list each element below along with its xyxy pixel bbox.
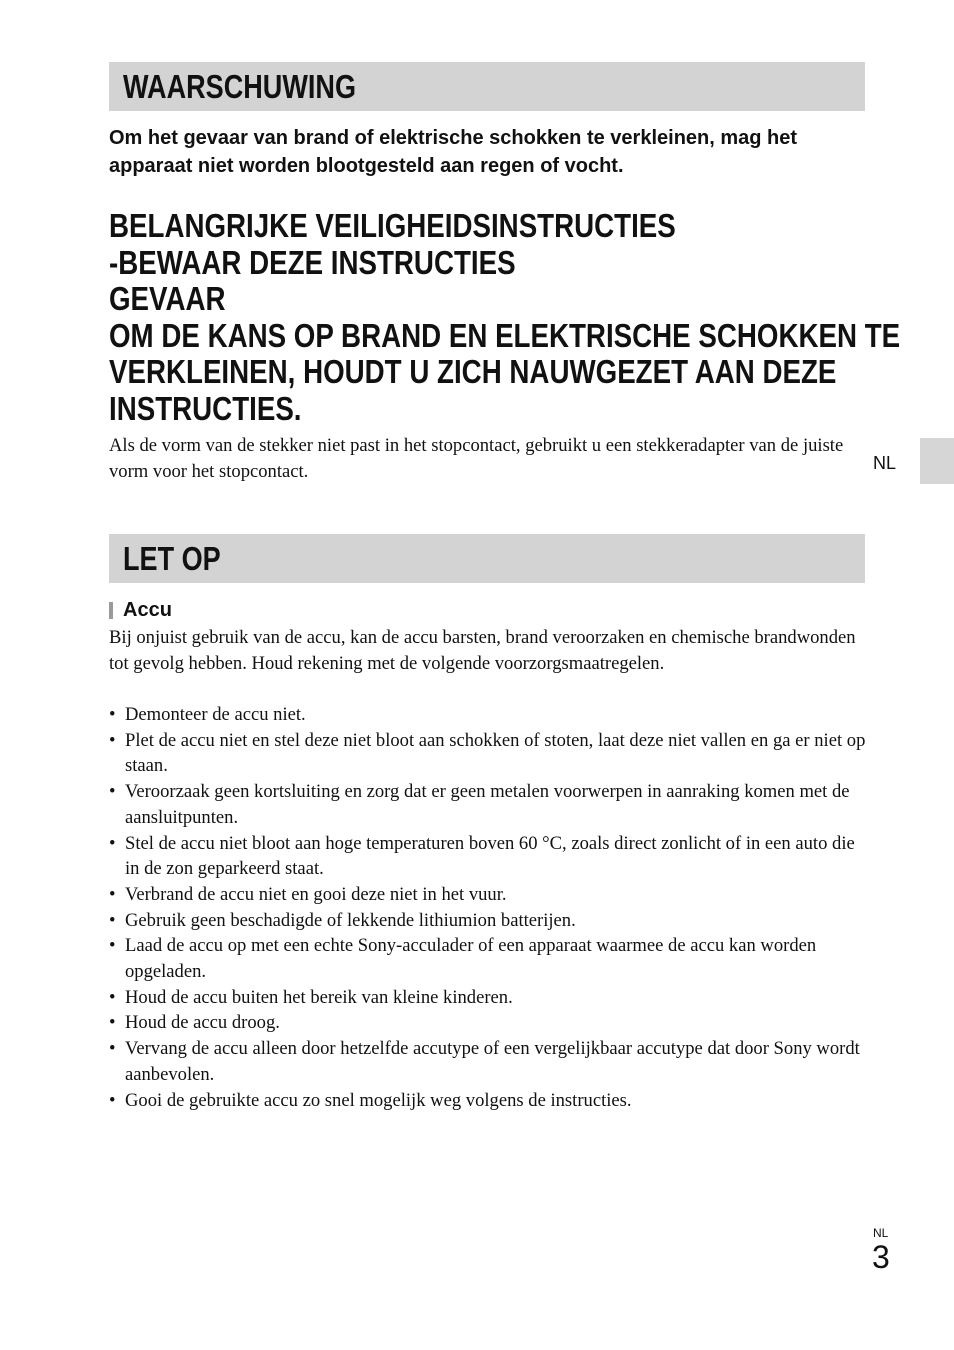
bullet-icon: •: [109, 832, 116, 854]
list-item-text: Demonteer de accu niet.: [125, 704, 306, 725]
bullet-icon: •: [109, 986, 116, 1008]
list-item-text: Vervang de accu alleen door hetzelfde accutype of een vergelijkbaar accutype dat door Sony wordt aanbevolen.: [125, 1038, 860, 1085]
safety-heading-line: BELANGRIJKE VEILIGHEIDSINSTRUCTIES: [109, 207, 676, 244]
bullet-icon: •: [109, 935, 116, 957]
bullet-icon: •: [109, 909, 116, 931]
side-language-label: NL: [873, 453, 897, 473]
page-number: 3: [872, 1239, 890, 1275]
list-item-text: Gebruik geen beschadigde of lekkende lithiumion batterijen.: [125, 909, 576, 931]
list-item: [109, 702, 869, 728]
list-item: [109, 1010, 869, 1036]
list-item-text: Veroorzaak geen kortsluiting en zorg dat er geen metalen voorwerpen in aanraking komen met de aansluitpunten.: [125, 781, 850, 828]
bullet-icon: •: [109, 729, 116, 751]
warning-title: WAARSCHUWING: [123, 67, 357, 105]
list-item-text: Verbrand de accu niet en gooi deze niet in het vuur.: [125, 883, 507, 905]
bullet-icon: •: [109, 1089, 116, 1111]
language-side-tab: [920, 438, 954, 484]
caution-title: LET OP: [123, 539, 221, 577]
accu-intro-text: Bij onjuist gebruik van de accu, kan de accu barsten, brand veroorzaken en chemische brandwonden tot gevolg hebben. Houd rekening met de volgende voorzorgsmaatregelen.: [109, 627, 856, 674]
list-item-text: Stel de accu niet bloot aan hoge temperaturen boven 60 °C, zoals direct zonlicht of in een auto die in de zon geparkeerd staat.: [125, 832, 855, 880]
list-item: [109, 779, 869, 830]
list-item: [109, 1088, 869, 1114]
safety-heading-line: -BEWAAR DEZE INSTRUCTIES: [109, 243, 516, 281]
list-item: [109, 831, 869, 882]
list-item: [109, 985, 869, 1011]
list-item: [109, 933, 869, 984]
battery-precautions-list: [109, 702, 869, 1113]
safety-heading-line: OM DE KANS OP BRAND EN ELEKTRISCHE SCHOKKEN TE: [109, 316, 901, 354]
bullet-icon: •: [109, 781, 116, 803]
safety-instructions-heading: [109, 207, 901, 428]
warning-text: Om het gevaar van brand of elektrische schokken te verkleinen, mag het apparaat niet worden blootgesteld aan regen of vocht.: [109, 127, 798, 177]
list-item: [109, 882, 869, 908]
list-item: [109, 1036, 869, 1087]
plug-adapter-text: Als de vorm van de stekker niet past in het stopcontact, gebruikt u een stekkeradapter van de juiste vorm voor het stopcontact.: [109, 435, 844, 482]
list-item-text: Houd de accu droog.: [125, 1012, 280, 1034]
bullet-icon: •: [109, 883, 116, 905]
list-item-text: Plet de accu niet en stel deze niet bloot aan schokken of stoten, laat deze niet vallen en ga er niet op staan.: [125, 729, 866, 777]
caution-section-header: [109, 534, 865, 583]
bullet-icon: •: [109, 704, 116, 725]
list-item: [109, 908, 869, 934]
list-item: [109, 728, 869, 779]
bullet-icon: •: [109, 1038, 116, 1060]
subheading-marker: [109, 602, 113, 619]
safety-heading-line: GEVAAR: [109, 280, 226, 318]
list-item-text: Gooi de gebruikte accu zo snel mogelijk weg volgens de instructies.: [125, 1089, 632, 1111]
accu-subheading-label: Accu: [123, 598, 172, 621]
safety-heading-line: INSTRUCTIES.: [109, 389, 302, 427]
accu-subheading: [109, 597, 172, 623]
bullet-icon: •: [109, 1012, 116, 1034]
list-item-text: Houd de accu buiten het bereik van kleine kinderen.: [125, 986, 513, 1008]
safety-heading-line: VERKLEINEN, HOUDT U ZICH NAUWGEZET AAN DEZE: [109, 353, 837, 391]
page-language-label: NL: [873, 1226, 889, 1240]
list-item-text: Laad de accu op met een echte Sony-acculader of een apparaat waarmee de accu kan worden opgeladen.: [125, 935, 817, 983]
warning-section-header: [109, 62, 865, 111]
